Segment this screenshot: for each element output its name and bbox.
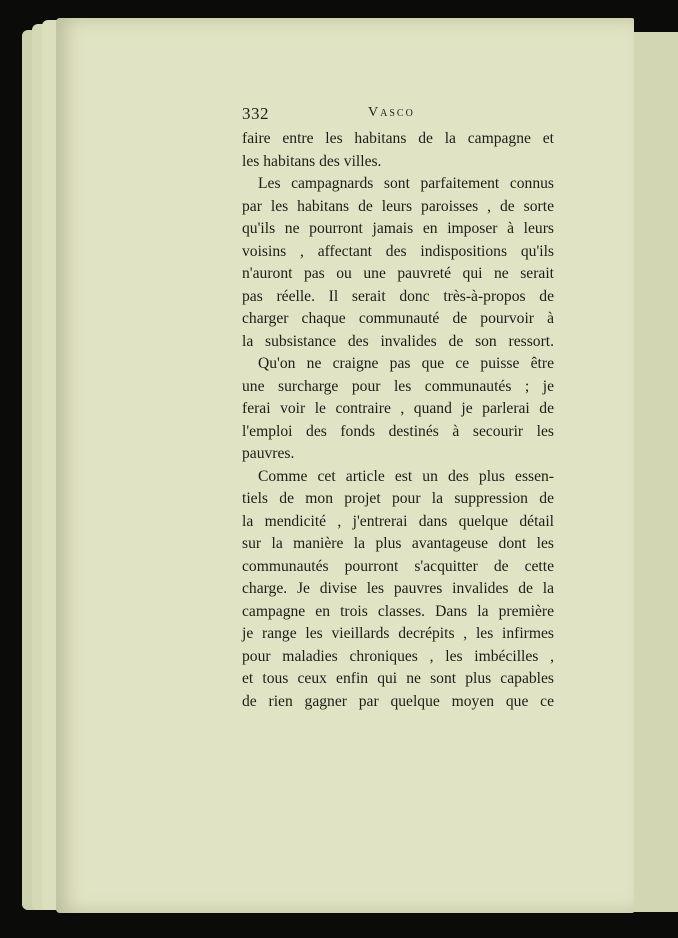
text-line: l'emploi des fonds destinés à secourir les	[242, 422, 554, 440]
body-text	[242, 128, 554, 713]
text-line: Qu'on ne craigne pas que ce puisse être	[258, 355, 554, 372]
text-line: communautés pourront s'acquitter de cette	[242, 557, 554, 575]
text-line: par les habitans de leurs paroisses , de sorte	[242, 197, 554, 215]
text-line: la subsistance des invalides de son ressort.	[242, 332, 554, 350]
text-line: pas réelle. Il serait donc très-à-propos de	[242, 287, 554, 305]
text-line: je range les vieillards decrépits , les infirmes	[242, 625, 554, 642]
running-title: Vasco	[368, 105, 415, 120]
text-line: charge. Je divise les pauvres invalides de la	[242, 580, 554, 597]
text-line: n'auront pas ou une pauvreté qui ne serait	[242, 265, 554, 282]
text-line: sur la manière la plus avantageuse dont les	[242, 535, 554, 552]
text-line: voisins , affectant des indispositions qu'ils	[242, 242, 554, 260]
page-header	[242, 104, 562, 128]
text-line: campagne en trois classes. Dans la première	[242, 602, 554, 620]
page-number: 332	[242, 104, 269, 123]
text-line: tiels de mon projet pour la suppression de	[242, 490, 554, 507]
text-line: Comme cet article est un des plus essen-	[258, 467, 554, 485]
text-line: charger chaque communauté de pourvoir à	[242, 310, 554, 327]
text-line: ferai voir le contraire , quand je parlerai de	[242, 400, 554, 417]
text-line: de rien gagner par quelque moyen que ce	[242, 692, 554, 710]
text-line: qu'ils ne pourront jamais en imposer à leurs	[242, 220, 554, 237]
text-line: les habitans des villes.	[242, 152, 382, 170]
text-line: pauvres.	[242, 445, 295, 462]
text-line: pour maladies chroniques , les imbécilles ,	[242, 647, 554, 665]
facing-page	[628, 32, 678, 912]
text-line: Les campagnards sont parfaitement connus	[258, 175, 554, 192]
text-line: la mendicité , j'entrerai dans quelque détail	[242, 512, 554, 530]
text-line: faire entre les habitans de la campagne et	[242, 130, 554, 147]
text-line: et tous ceux enfin qui ne sont plus capables	[242, 670, 554, 687]
text-line: une surcharge pour les communautés ; je	[242, 377, 554, 395]
